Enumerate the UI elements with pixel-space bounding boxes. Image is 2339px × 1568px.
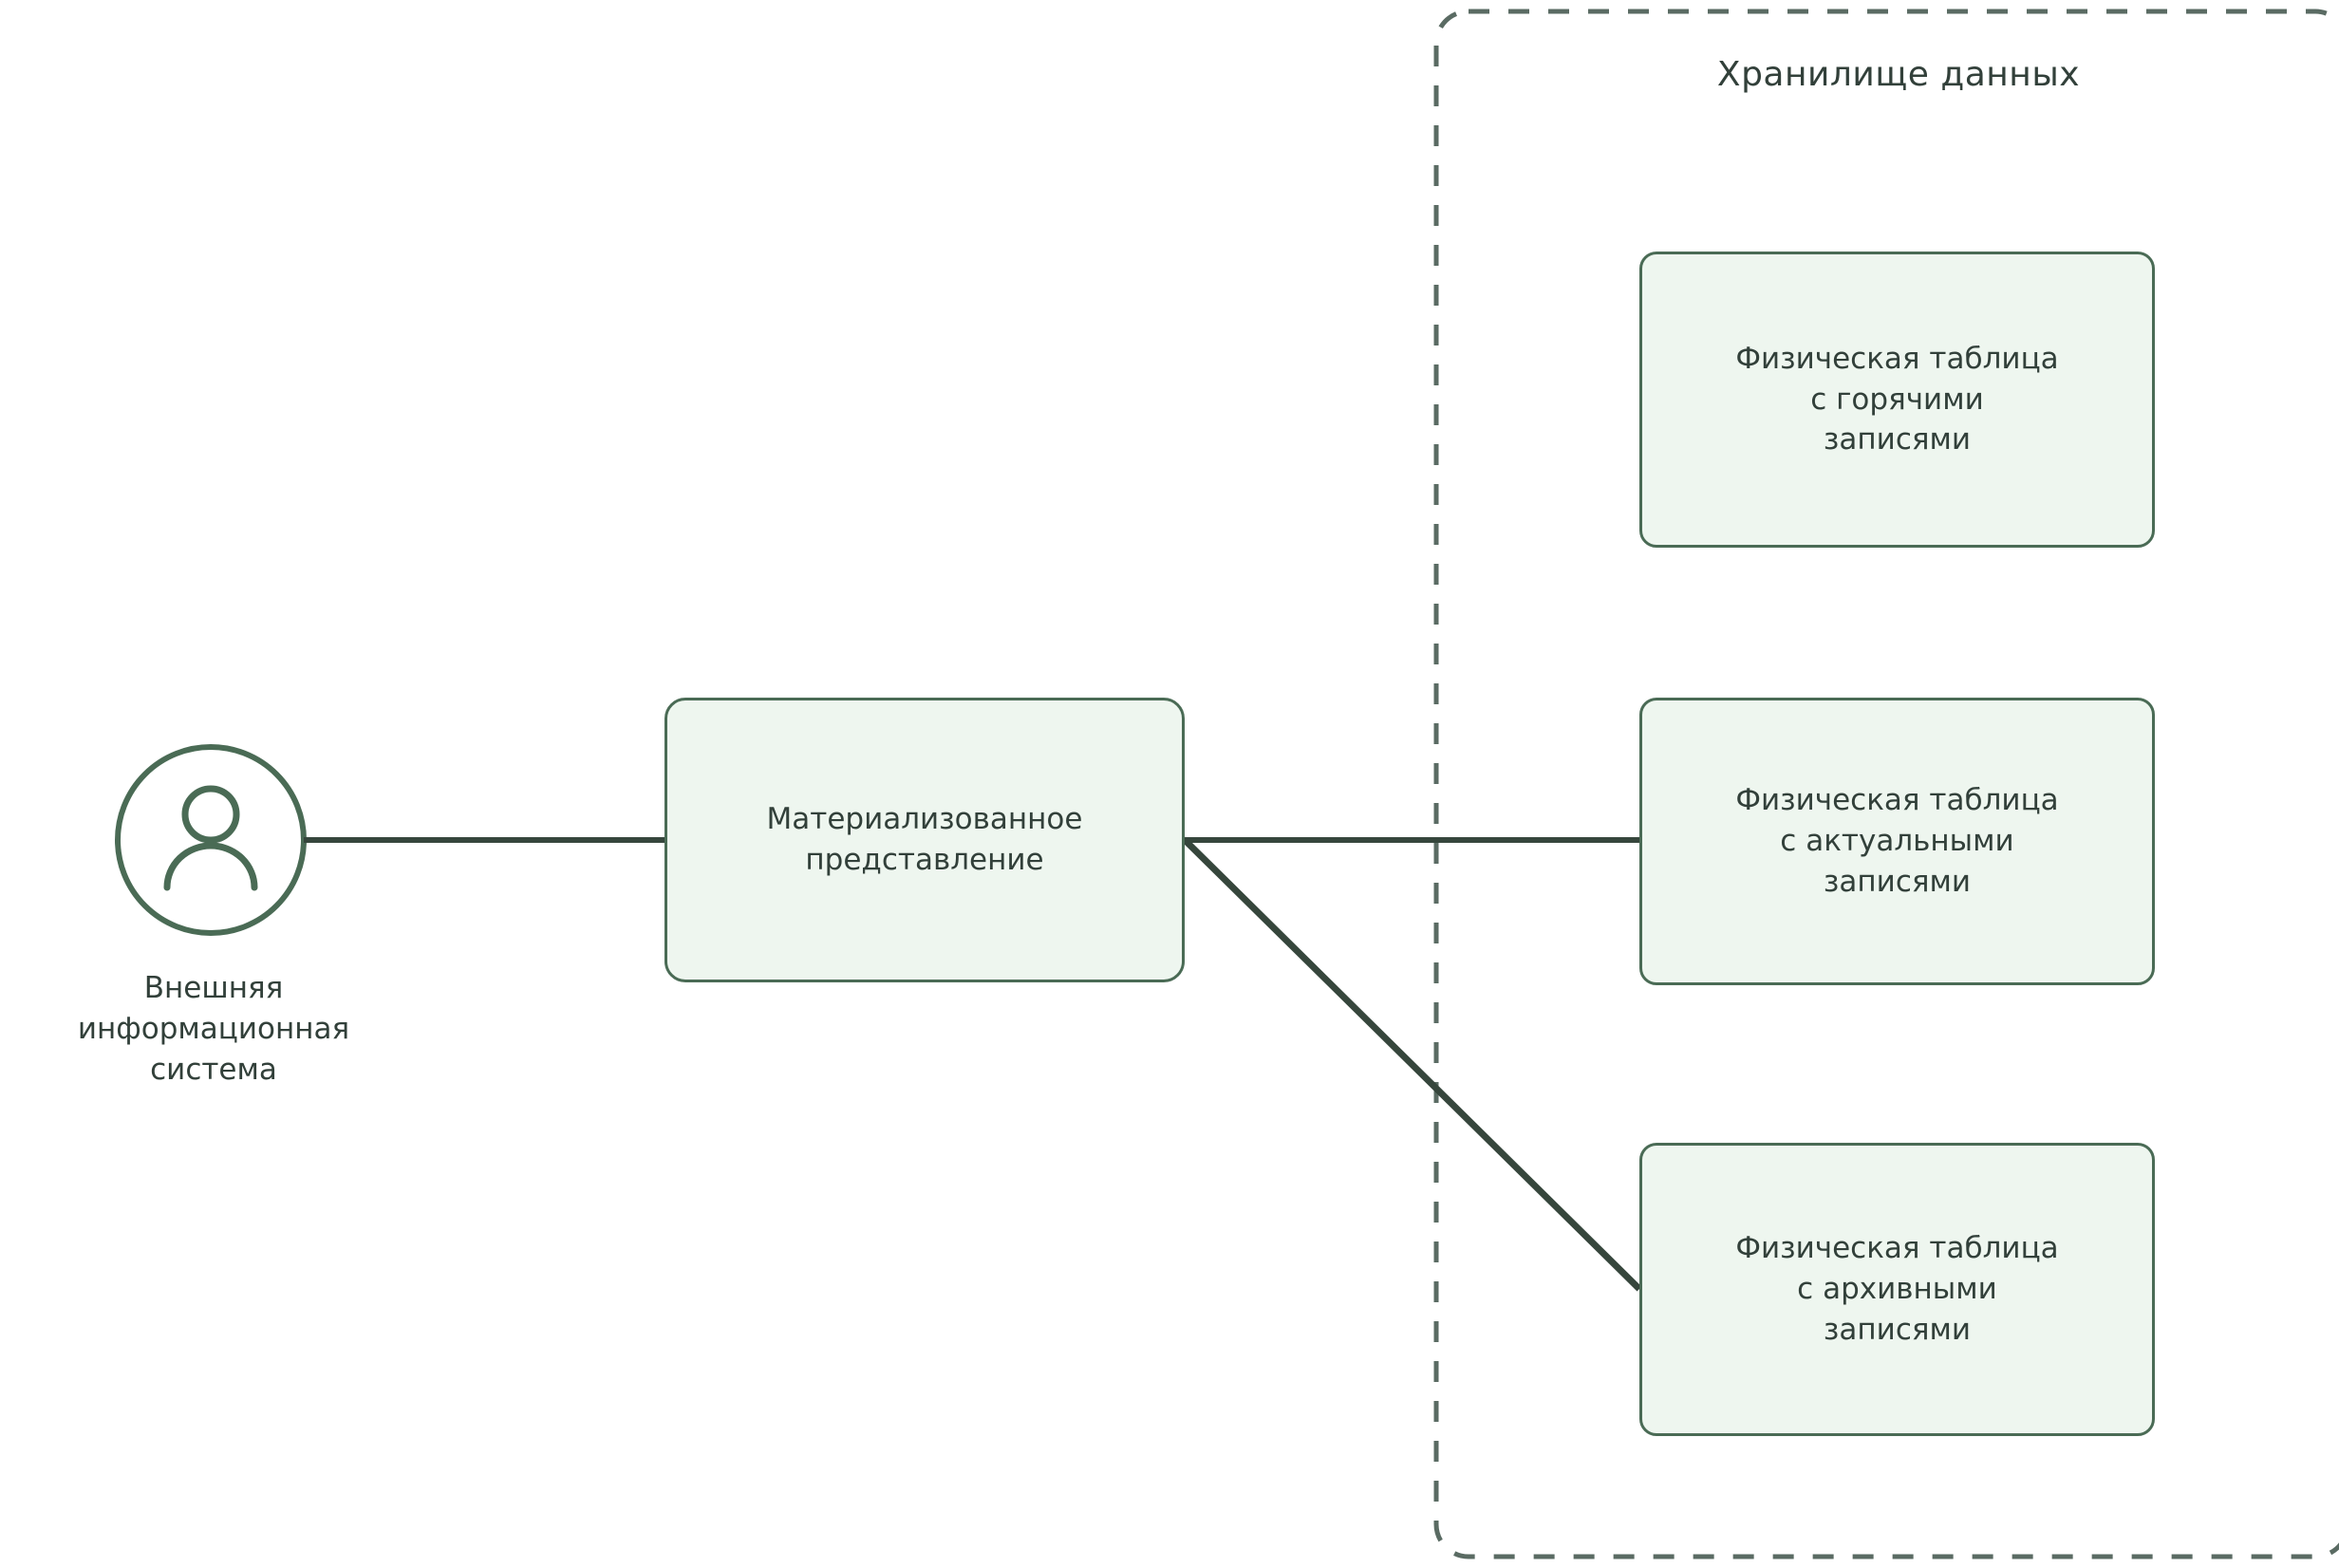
node-materialized-view-line-2: представление <box>805 843 1044 877</box>
node-table-hot[interactable] <box>1639 252 2155 548</box>
node-table-actual[interactable] <box>1639 698 2155 985</box>
node-table-archive-line-3: записями <box>1823 1312 1972 1347</box>
storage-group-title: Хранилище данных <box>1716 55 2081 94</box>
node-table-actual-line-1: Физическая таблица <box>1735 783 2059 818</box>
node-table-archive[interactable] <box>1639 1143 2155 1436</box>
node-table-hot-line-1: Физическая таблица <box>1735 341 2059 376</box>
node-table-hot-line-3: записями <box>1823 422 1972 457</box>
node-table-actual-line-2: с актуальными <box>1780 824 2014 859</box>
node-materialized-view-line-1: Материализованное <box>766 802 1083 837</box>
node-table-archive-line-1: Физическая таблица <box>1735 1231 2059 1266</box>
node-table-archive-line-2: с архивными <box>1797 1272 1997 1307</box>
node-materialized-view[interactable] <box>664 698 1185 982</box>
node-table-actual-line-3: записями <box>1823 864 1972 899</box>
actor-label <box>0 968 427 1090</box>
actor-label-line-1: Внешняя <box>143 971 284 1005</box>
actor-label-line-2: информационная <box>77 1011 350 1046</box>
edge-view-to-archive <box>1185 840 1639 1289</box>
actor-label-line-3: система <box>150 1052 277 1087</box>
node-table-hot-line-2: с горячими <box>1810 382 1984 417</box>
